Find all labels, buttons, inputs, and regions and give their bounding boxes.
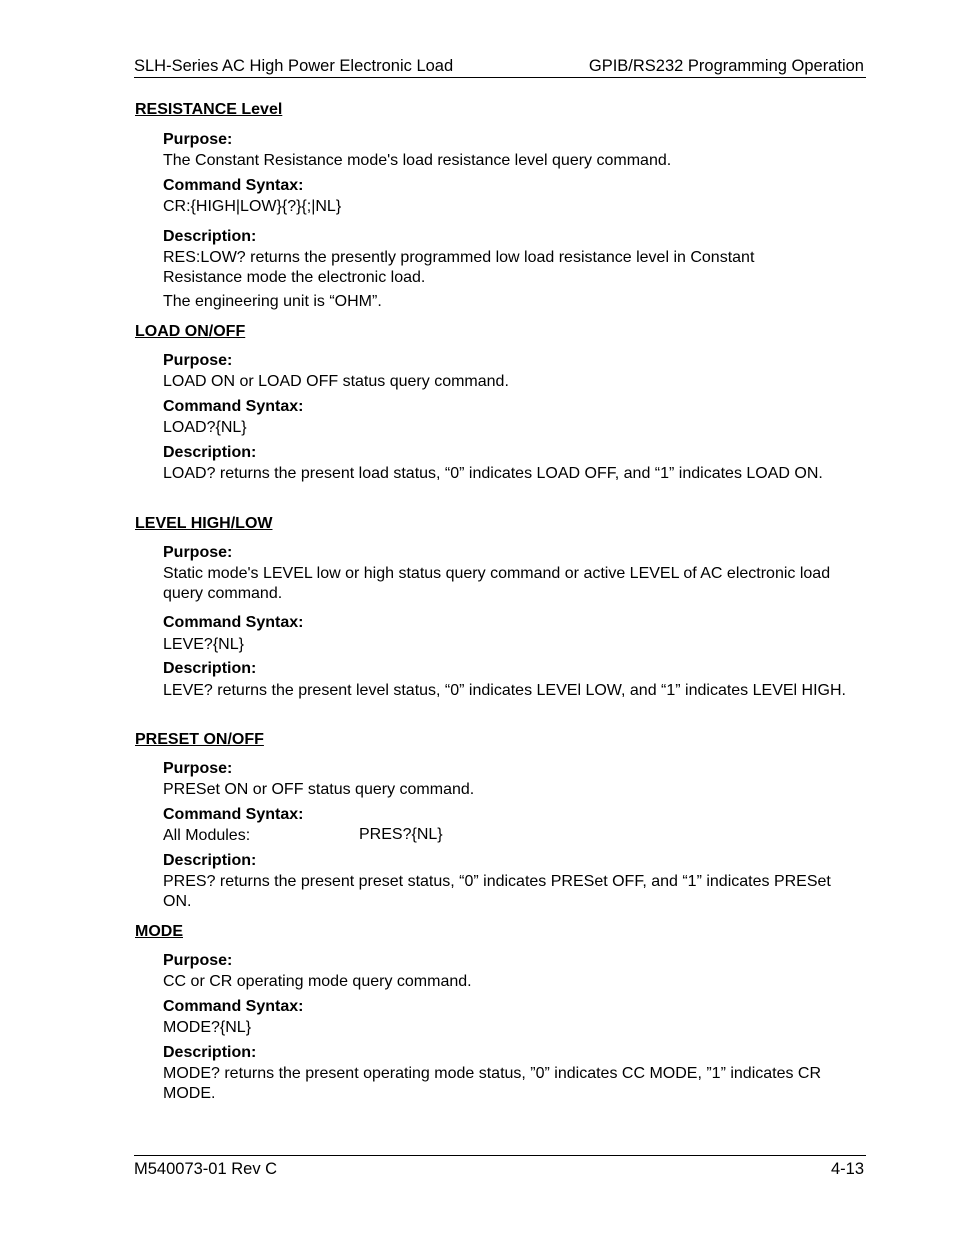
page-number: 4-13 (830, 1160, 864, 1178)
purpose-text: CC or CR operating mode query command. (163, 973, 472, 990)
syntax-text: LOAD?{NL} (163, 419, 247, 436)
purpose-text: Static mode's LEVEL low or high status query command or active LEVEL of AC electronic load query command. (163, 565, 831, 602)
syntax-label: Command Syntax: (163, 614, 304, 631)
syntax-label: Command Syntax: (163, 998, 304, 1015)
description-extra-text: The engineering unit is “OHM”. (163, 293, 382, 310)
syntax-label: Command Syntax: (163, 806, 304, 823)
page-header (134, 56, 866, 78)
purpose-label: Purpose: (163, 760, 233, 777)
page-footer (134, 1155, 866, 1178)
syntax-text: PRES?{NL} (359, 826, 443, 843)
description-label: Description: (163, 852, 257, 869)
section-heading: PRESET ON/OFF (135, 731, 264, 748)
purpose-label: Purpose: (163, 131, 233, 148)
syntax-label: Command Syntax: (163, 177, 304, 194)
syntax-text: LEVE?{NL} (163, 636, 244, 653)
purpose-text: The Constant Resistance mode's load resistance level query command. (163, 152, 672, 169)
section-heading: LOAD ON/OFF (135, 323, 246, 340)
description-text: PRES? returns the present preset status, “0” indicates PRESet OFF, and “1” indicates PRESet ON. (163, 873, 831, 910)
description-text: RES:LOW? returns the presently programmed low load resistance level in Constant Resistance mode the electronic load. (163, 249, 755, 286)
description-label: Description: (163, 444, 257, 461)
purpose-text: PRESet ON or OFF status query command. (163, 781, 475, 798)
section-heading: RESISTANCE Level (135, 101, 283, 118)
description-label: Description: (163, 228, 257, 245)
syntax-label: Command Syntax: (163, 398, 304, 415)
purpose-label: Purpose: (163, 952, 233, 969)
purpose-text: LOAD ON or LOAD OFF status query command. (163, 373, 509, 390)
description-label: Description: (163, 660, 257, 677)
header-chapter: GPIB/RS232 Programming Operation (588, 57, 864, 75)
description-label: Description: (163, 1044, 257, 1061)
purpose-label: Purpose: (163, 352, 233, 369)
section-heading: MODE (135, 923, 183, 940)
description-text: LEVE? returns the present level status, “0” indicates LEVEl LOW, and “1” indicates LEVEl HIGH. (163, 682, 846, 699)
header-title: SLH-Series AC High Power Electronic Load (134, 57, 454, 75)
syntax-text: MODE?{NL} (163, 1019, 252, 1036)
document-revision: M540073-01 Rev C (134, 1160, 278, 1178)
description-text: MODE? returns the present operating mode status, ”0” indicates CC MODE, ”1” indicates CR MODE. (163, 1065, 822, 1102)
section-heading: LEVEL HIGH/LOW (135, 515, 273, 532)
syntax-prefix: All Modules: (163, 827, 251, 844)
syntax-text: CR:{HIGH|LOW}{?}{;|NL} (163, 198, 342, 215)
description-text: LOAD? returns the present load status, “0” indicates LOAD OFF, and “1” indicates LOAD ON. (163, 465, 823, 482)
purpose-label: Purpose: (163, 544, 233, 561)
